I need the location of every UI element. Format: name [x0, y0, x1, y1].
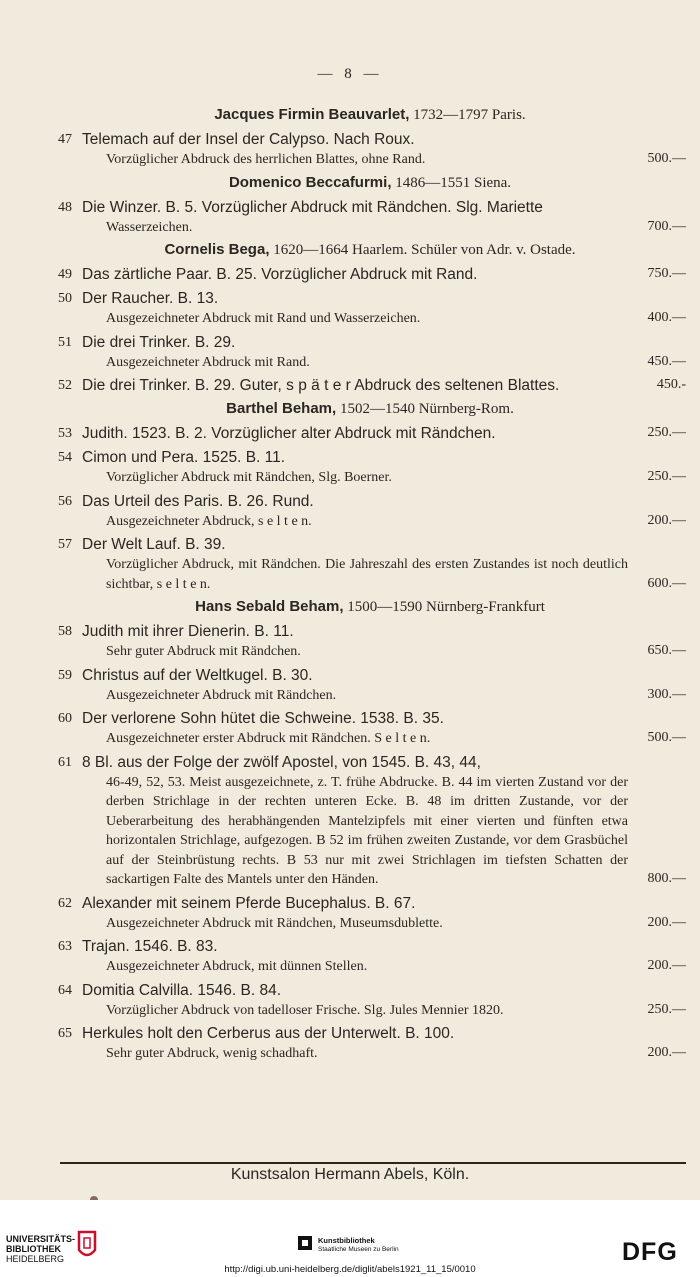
- artist-heading: [0, 239, 700, 261]
- entry-title-line: [0, 129, 700, 150]
- entry-title: Die Winzer. B. 5. Vorzüglicher Abdruck mit Rändchen. Slg. Mariette: [82, 198, 543, 216]
- catalogue-entry: [0, 375, 700, 396]
- artist-heading: [0, 596, 700, 618]
- ub-logo-line-2: BIBLIOTHEK: [6, 1244, 61, 1254]
- catalogue-entry: [0, 447, 700, 488]
- heidelberg-seal-icon: [76, 1230, 98, 1260]
- catalogue-entry: [0, 491, 700, 532]
- ub-logo-line-3: HEIDELBERG: [6, 1254, 65, 1264]
- entry-description: Ausgezeichneter erster Abdruck mit Rändchen. S e l t e n.: [106, 731, 431, 746]
- entry-description: Sehr guter Abdruck, wenig schadhaft.: [106, 1046, 318, 1061]
- entry-price: 200.—: [647, 1045, 686, 1060]
- entry-title: Trajan. 1546. B. 83.: [82, 938, 218, 955]
- lot-number: 50: [58, 291, 72, 306]
- catalogue-entry: [0, 665, 700, 706]
- ub-logo-line-1: UNIVERSITÄTS-: [6, 1234, 76, 1244]
- entry-price: 200.—: [647, 958, 686, 973]
- lot-number: 54: [58, 450, 72, 465]
- entry-title: Der verlorene Sohn hütet die Schweine. 1538. B. 35.: [82, 710, 444, 727]
- entry-title: Die drei Trinker. B. 29.: [82, 333, 236, 351]
- artist-dates: 1486—1551 Siena.: [395, 174, 512, 191]
- lot-number: 52: [58, 378, 72, 393]
- entry-title-line: [0, 752, 700, 773]
- entry-title: Die drei Trinker. B. 29. Guter, s p ä t e r Abdruck des seltenen Blattes.: [82, 377, 560, 394]
- publisher-line: Kunstsalon Hermann Abels, Köln.: [230, 1166, 470, 1183]
- artist-dates: 1502—1540 Nürnberg-Rom.: [339, 401, 514, 417]
- entry-title-line: [0, 423, 700, 444]
- entry-title-line: [0, 332, 700, 353]
- entry-description: Wasserzeichen.: [106, 219, 193, 235]
- entry-title-line: [0, 980, 700, 1001]
- entry-price: 200.—: [647, 512, 686, 528]
- entry-title: Domitia Calvilla. 1546. B. 84.: [82, 981, 282, 999]
- entry-price: 200.—: [647, 914, 686, 930]
- entry-price: 250.—: [647, 425, 686, 440]
- entry-title: 8 Bl. aus der Folge der zwölf Apostel, von 1545. B. 43, 44,: [82, 753, 481, 771]
- entry-title-line: [0, 264, 700, 285]
- entry-price: 450.-: [656, 377, 686, 392]
- kunstbibliothek-logo[interactable]: [318, 1236, 399, 1254]
- entry-title: Das Urteil des Paris. B. 26. Rund.: [82, 492, 314, 510]
- entry-title-line: [0, 534, 700, 555]
- footer-rule: [60, 1162, 686, 1164]
- entry-title: Das zärtliche Paar. B. 25. Vorzüglicher Abdruck mit Rand.: [82, 266, 478, 283]
- entry-price: 650.—: [647, 643, 686, 658]
- entry-title-line: [0, 447, 700, 468]
- artist-name: Barthel Beham,: [226, 400, 337, 417]
- lot-number: 49: [58, 267, 72, 282]
- entry-title: Herkules holt den Cerberus aus der Unterwelt. B. 100.: [82, 1025, 455, 1042]
- entry-description: Vorzüglicher Abdruck von tadelloser Frische. Slg. Jules Mennier 1820.: [106, 1002, 504, 1018]
- entry-title: Telemach auf der Insel der Calypso. Nach Roux.: [82, 131, 415, 148]
- entry-description: Ausgezeichneter Abdruck mit Rand.: [106, 354, 310, 370]
- catalogue-entry: [0, 129, 700, 170]
- kunstbibliothek-icon: [298, 1236, 312, 1250]
- entry-price: 600.—: [647, 575, 686, 591]
- source-url[interactable]: http://digi.ub.uni-heidelberg.de/diglit/abels1921_11_15/0010: [224, 1264, 476, 1275]
- catalogue-entry: [0, 752, 700, 890]
- lot-number: 64: [58, 982, 72, 998]
- entry-title-line: [0, 665, 700, 686]
- entry-price: 300.—: [647, 686, 686, 702]
- lot-number: 47: [58, 132, 72, 147]
- artist-dates: 1732—1797 Paris.: [413, 107, 526, 123]
- catalogue-entry: [0, 288, 700, 329]
- entry-price: 500.—: [647, 151, 686, 166]
- entry-price: 500.—: [647, 730, 686, 745]
- entry-title: Der Raucher. B. 13.: [82, 290, 219, 307]
- lot-number: 59: [58, 667, 72, 683]
- entry-description: Vorzüglicher Abdruck mit Rändchen, Slg. Boerner.: [106, 470, 392, 485]
- entry-price: 450.—: [647, 353, 686, 369]
- entry-price: 400.—: [647, 310, 686, 325]
- artist-name: Jacques Firmin Beauvarlet,: [214, 106, 410, 123]
- artist-heading: [0, 398, 700, 420]
- artist-dates: 1620—1664 Haarlem. Schüler von Adr. v. Ostade.: [273, 242, 576, 258]
- entry-description: Ausgezeichneter Abdruck, mit dünnen Stellen.: [106, 959, 368, 974]
- lot-number: 57: [58, 537, 72, 552]
- entry-title: Der Welt Lauf. B. 39.: [82, 536, 226, 553]
- dfg-logo[interactable]: DFG: [622, 1238, 678, 1266]
- catalogue-entry: [0, 534, 700, 594]
- entry-description: Ausgezeichneter Abdruck mit Rändchen.: [106, 687, 337, 703]
- lot-number: 53: [58, 426, 72, 441]
- entry-description: Ausgezeichneter Abdruck, s e l t e n.: [106, 513, 312, 529]
- entry-price: 750.—: [647, 266, 686, 281]
- entry-title: Cimon und Pera. 1525. B. 11.: [82, 449, 286, 466]
- entry-description: Ausgezeichneter Abdruck mit Rändchen, Museumsdublette.: [106, 915, 443, 931]
- university-library-logo[interactable]: [6, 1234, 75, 1264]
- catalogue-entry: [0, 936, 700, 977]
- entry-title-line: [0, 708, 700, 729]
- entry-price: 250.—: [647, 469, 686, 484]
- entry-description: Vorzüglicher Abdruck, mit Rändchen. Die Jahreszahl des ersten Zustandes ist noch deutlich sichtbar, s e l t e n.: [106, 557, 628, 592]
- entry-title-line: [0, 197, 700, 218]
- entry-title-line: [0, 491, 700, 512]
- catalogue-content: [0, 104, 700, 1064]
- entry-description: 46-49, 52, 53. Meist ausgezeichnete, z. T. frühe Abdrucke. B. 44 im vierten Zustand vor der derben Strichlage in der rechten unteren Ecke. B. 48 im dritten Zustande, vor der Ueberarbeitung des herabhängenden Mantelzipfels mit einer vierten und fünften etwa horizontalen Strichlage, aufgezogen. B 52 im frühen zweiten Zustande, vor dem Grasbüchel auf der Steinbrüstung rechts. B 53 nur mit zwei Strichlagen im tiefsten Schatten der sackartigen Falte des Mantels unter den Händen.: [106, 774, 628, 887]
- entry-title: Alexander mit seinem Pferde Bucephalus. B. 67.: [82, 894, 416, 912]
- lot-number: 51: [58, 334, 72, 350]
- catalogue-entry: [0, 332, 700, 373]
- entry-price: 700.—: [647, 218, 686, 234]
- artist-dates: 1500—1590 Nürnberg-Frankfurt: [347, 599, 545, 615]
- catalogue-entry: [0, 264, 700, 285]
- catalogue-entry: [0, 1023, 700, 1064]
- kb-subtitle: Staatliche Museen zu Berlin: [318, 1246, 399, 1253]
- artist-heading: [0, 172, 700, 194]
- catalogue-entry: [0, 621, 700, 662]
- lot-number: 58: [58, 624, 72, 639]
- catalogue-entry: [0, 708, 700, 749]
- catalogue-entry: [0, 423, 700, 444]
- lot-number: 63: [58, 939, 72, 954]
- entry-title-line: [0, 375, 700, 396]
- catalogue-entry: [0, 980, 700, 1021]
- entry-price: 250.—: [647, 1001, 686, 1017]
- entry-description: Vorzüglicher Abdruck des herrlichen Blattes, ohne Rand.: [106, 152, 426, 167]
- entry-title-line: [0, 1023, 700, 1044]
- entry-title: Judith. 1523. B. 2. Vorzüglicher alter Abdruck mit Rändchen.: [82, 425, 496, 442]
- entry-title-line: [0, 936, 700, 957]
- lot-number: 62: [58, 895, 72, 911]
- artist-name: Hans Sebald Beham,: [195, 598, 344, 615]
- entry-title: Christus auf der Weltkugel. B. 30.: [82, 666, 313, 684]
- kb-title: Kunstbibliothek: [318, 1236, 375, 1245]
- entry-title-line: [0, 288, 700, 309]
- lot-number: 48: [58, 199, 72, 215]
- entry-title-line: [0, 893, 700, 914]
- catalogue-entry: [0, 893, 700, 934]
- entry-description: Sehr guter Abdruck mit Rändchen.: [106, 644, 301, 659]
- entry-title: Judith mit ihrer Dienerin. B. 11.: [82, 623, 294, 640]
- lot-number: 60: [58, 711, 72, 726]
- entry-title-line: [0, 621, 700, 642]
- entry-price: 800.—: [647, 871, 686, 886]
- catalogue-entry: [0, 197, 700, 238]
- lot-number: 56: [58, 493, 72, 509]
- lot-number: 65: [58, 1026, 72, 1041]
- entry-description: Ausgezeichneter Abdruck mit Rand und Wasserzeichen.: [106, 311, 421, 326]
- artist-name: Cornelis Bega,: [164, 241, 270, 258]
- page-number: — 8 —: [317, 66, 383, 82]
- artist-heading: [0, 104, 700, 126]
- artist-name: Domenico Beccafurmi,: [228, 173, 392, 191]
- lot-number: 61: [58, 754, 72, 770]
